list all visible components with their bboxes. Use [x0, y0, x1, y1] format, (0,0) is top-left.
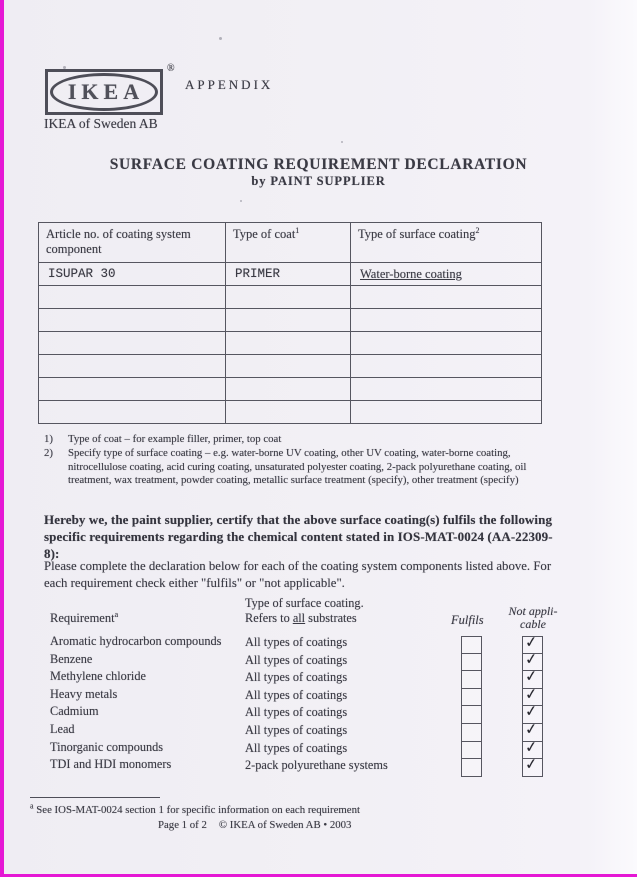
empty-form-cell[interactable]	[226, 332, 351, 355]
checkmark: ✓	[524, 701, 539, 721]
column-header-article: Article no. of coating system component	[39, 223, 226, 263]
empty-form-cell[interactable]	[351, 355, 542, 378]
requirement-label: Benzene	[50, 651, 93, 666]
empty-form-cell[interactable]	[351, 286, 542, 309]
scan-speck	[240, 200, 242, 202]
surface-coating-scope: All types of coatings	[245, 722, 348, 737]
fulfils-checkbox[interactable]	[461, 689, 482, 707]
coating-system-table	[38, 222, 542, 424]
not-applicable-checkbox-column	[522, 632, 543, 777]
not-applicable-column-header: Not appli- cable	[508, 604, 558, 631]
checkmark: ✓	[524, 719, 539, 739]
footnote-1	[44, 433, 558, 446]
empty-form-cell[interactable]	[39, 378, 226, 401]
coating-table-body	[39, 263, 542, 424]
surface-coating-scope: All types of coatings	[245, 687, 348, 702]
ikea-logo-text: IKEA	[67, 79, 145, 104]
coating-table-empty-row	[39, 332, 542, 355]
footnote-1-marker: 1)	[44, 433, 53, 445]
surface-coating-scope: All types of coatings	[245, 740, 348, 755]
footer-footnote-marker: a	[30, 801, 34, 811]
empty-form-cell[interactable]	[226, 355, 351, 378]
requirement-label: Cadmium	[50, 704, 99, 719]
ikea-logo	[45, 69, 163, 115]
footer-page-line	[158, 819, 363, 831]
footer-divider	[30, 797, 160, 798]
coating-table-empty-row	[39, 286, 542, 309]
requirement-row	[0, 756, 600, 774]
requirement-row	[0, 703, 600, 721]
fulfils-column-header: Fulfils	[451, 613, 484, 627]
requirement-label: Lead	[50, 721, 75, 736]
empty-form-cell[interactable]	[226, 378, 351, 401]
column-header-type-of-coat: Type of coat$^1$	[226, 223, 351, 263]
scan-speck	[341, 141, 343, 143]
article-cell: ISUPAR 30	[39, 263, 226, 286]
coating-table-empty-row	[39, 378, 542, 401]
checkmark: ✓	[524, 632, 539, 652]
coating-table-header-row	[39, 223, 542, 263]
empty-form-cell[interactable]	[39, 401, 226, 424]
page-number: Page 1 of 2	[158, 819, 207, 831]
fulfils-checkbox[interactable]	[461, 636, 482, 654]
surface-coating-scope: All types of coatings	[245, 652, 348, 667]
checkmark: ✓	[524, 666, 539, 686]
requirement-label: Tinorganic compounds	[50, 739, 164, 754]
empty-form-cell[interactable]	[351, 309, 542, 332]
fulfils-checkbox[interactable]	[461, 671, 482, 689]
footnote-2-marker: 2)	[44, 447, 53, 460]
requirement-label: Aromatic hydrocarbon compounds	[50, 634, 222, 648]
copyright-notice: © IKEA of Sweden AB • 2003	[218, 819, 352, 831]
empty-form-cell[interactable]	[39, 309, 226, 332]
checkmark: ✓	[524, 736, 539, 757]
company-name: IKEA of Sweden AB	[44, 116, 158, 131]
empty-form-cell[interactable]	[39, 355, 226, 378]
requirement-row	[0, 721, 600, 739]
not-applicable-checkbox[interactable]	[522, 754, 543, 777]
footnote-1-text: Type of coat – for example filler, primer, top coat	[68, 433, 282, 445]
checkmark: ✓	[524, 648, 539, 669]
checkmark: ✓	[524, 754, 539, 774]
registered-trademark-symbol: ®	[167, 63, 175, 74]
surface-coating-scope: All types of coatings	[245, 635, 348, 649]
empty-form-cell[interactable]	[226, 401, 351, 424]
fulfils-checkbox-column	[461, 636, 482, 777]
coating-table-empty-row	[39, 355, 542, 378]
coating-table-row	[39, 263, 542, 286]
empty-form-cell[interactable]	[226, 309, 351, 332]
coating-table-empty-row	[39, 401, 542, 424]
surface-coating-scope: 2-pack polyurethane systems	[245, 758, 388, 773]
surface-coating-column-header: Type of surface coating. Refers to all substrates	[245, 596, 364, 625]
fulfils-checkbox[interactable]	[461, 706, 482, 724]
footnote-2-text: Specify type of surface coating – e.g. water-borne UV coating, other UV coating, water-borne coating, nitrocellulose coating, acid curing coating, unsaturated polyester coating, 2-pack polyurethane coating, oil treatment, wax treatment, powder coating, metallic surface treatment (specify), other treatment (specify)	[68, 447, 527, 487]
requirement-row	[0, 686, 600, 704]
fulfils-checkbox[interactable]	[461, 759, 482, 777]
column-header-surface-coating: Type of surface coating$^2$	[351, 223, 542, 263]
requirements-column-header: Requirement$^a$	[50, 609, 119, 625]
fulfils-checkbox[interactable]	[461, 742, 482, 760]
requirements-list	[0, 633, 600, 774]
empty-form-cell[interactable]	[351, 401, 542, 424]
empty-form-cell[interactable]	[226, 286, 351, 309]
document-subtitle: by PAINT SUPPLIER	[251, 174, 386, 188]
requirement-row	[0, 633, 600, 651]
footer-footnote	[30, 801, 360, 816]
surface-coating-scope: All types of coatings	[245, 670, 348, 685]
fulfils-checkbox[interactable]	[461, 724, 482, 742]
empty-form-cell[interactable]	[351, 332, 542, 355]
requirement-row	[0, 668, 600, 686]
fulfils-checkbox[interactable]	[461, 654, 482, 672]
certification-statement: Hereby we, the paint supplier, certify that the above surface coating(s) fulfils the following specific requirements regarding the chemical content stated in IOS-MAT-0024 (AA-22309-8):	[44, 512, 553, 561]
empty-form-cell[interactable]	[39, 286, 226, 309]
requirement-label: Heavy metals	[50, 686, 118, 701]
document-title: SURFACE COATING REQUIREMENT DECLARATION	[109, 156, 528, 173]
requirement-row	[0, 648, 600, 669]
surface-coating-scope: All types of coatings	[245, 705, 348, 720]
coat-cell: PRIMER	[226, 263, 351, 286]
footnote-2	[44, 447, 558, 487]
requirement-label: TDI and HDI monomers	[50, 757, 172, 772]
empty-form-cell[interactable]	[351, 378, 542, 401]
surface-cell: Water-borne coating	[351, 263, 542, 286]
completion-instructions: Please complete the declaration below for each of the coating system components listed above. For each requirement check either "fulfils" or "not applicable".	[44, 559, 552, 590]
scan-speck	[219, 37, 222, 40]
requirement-label: Methylene chloride	[50, 669, 146, 684]
table-footnotes	[44, 433, 558, 489]
footer-footnote-text: See IOS-MAT-0024 section 1 for specific information on each requirement	[36, 804, 360, 816]
appendix-label: APPENDIX	[185, 77, 274, 92]
checkmark: ✓	[524, 684, 539, 704]
coating-table-empty-row	[39, 309, 542, 332]
empty-form-cell[interactable]	[39, 332, 226, 355]
requirement-row	[0, 736, 600, 757]
